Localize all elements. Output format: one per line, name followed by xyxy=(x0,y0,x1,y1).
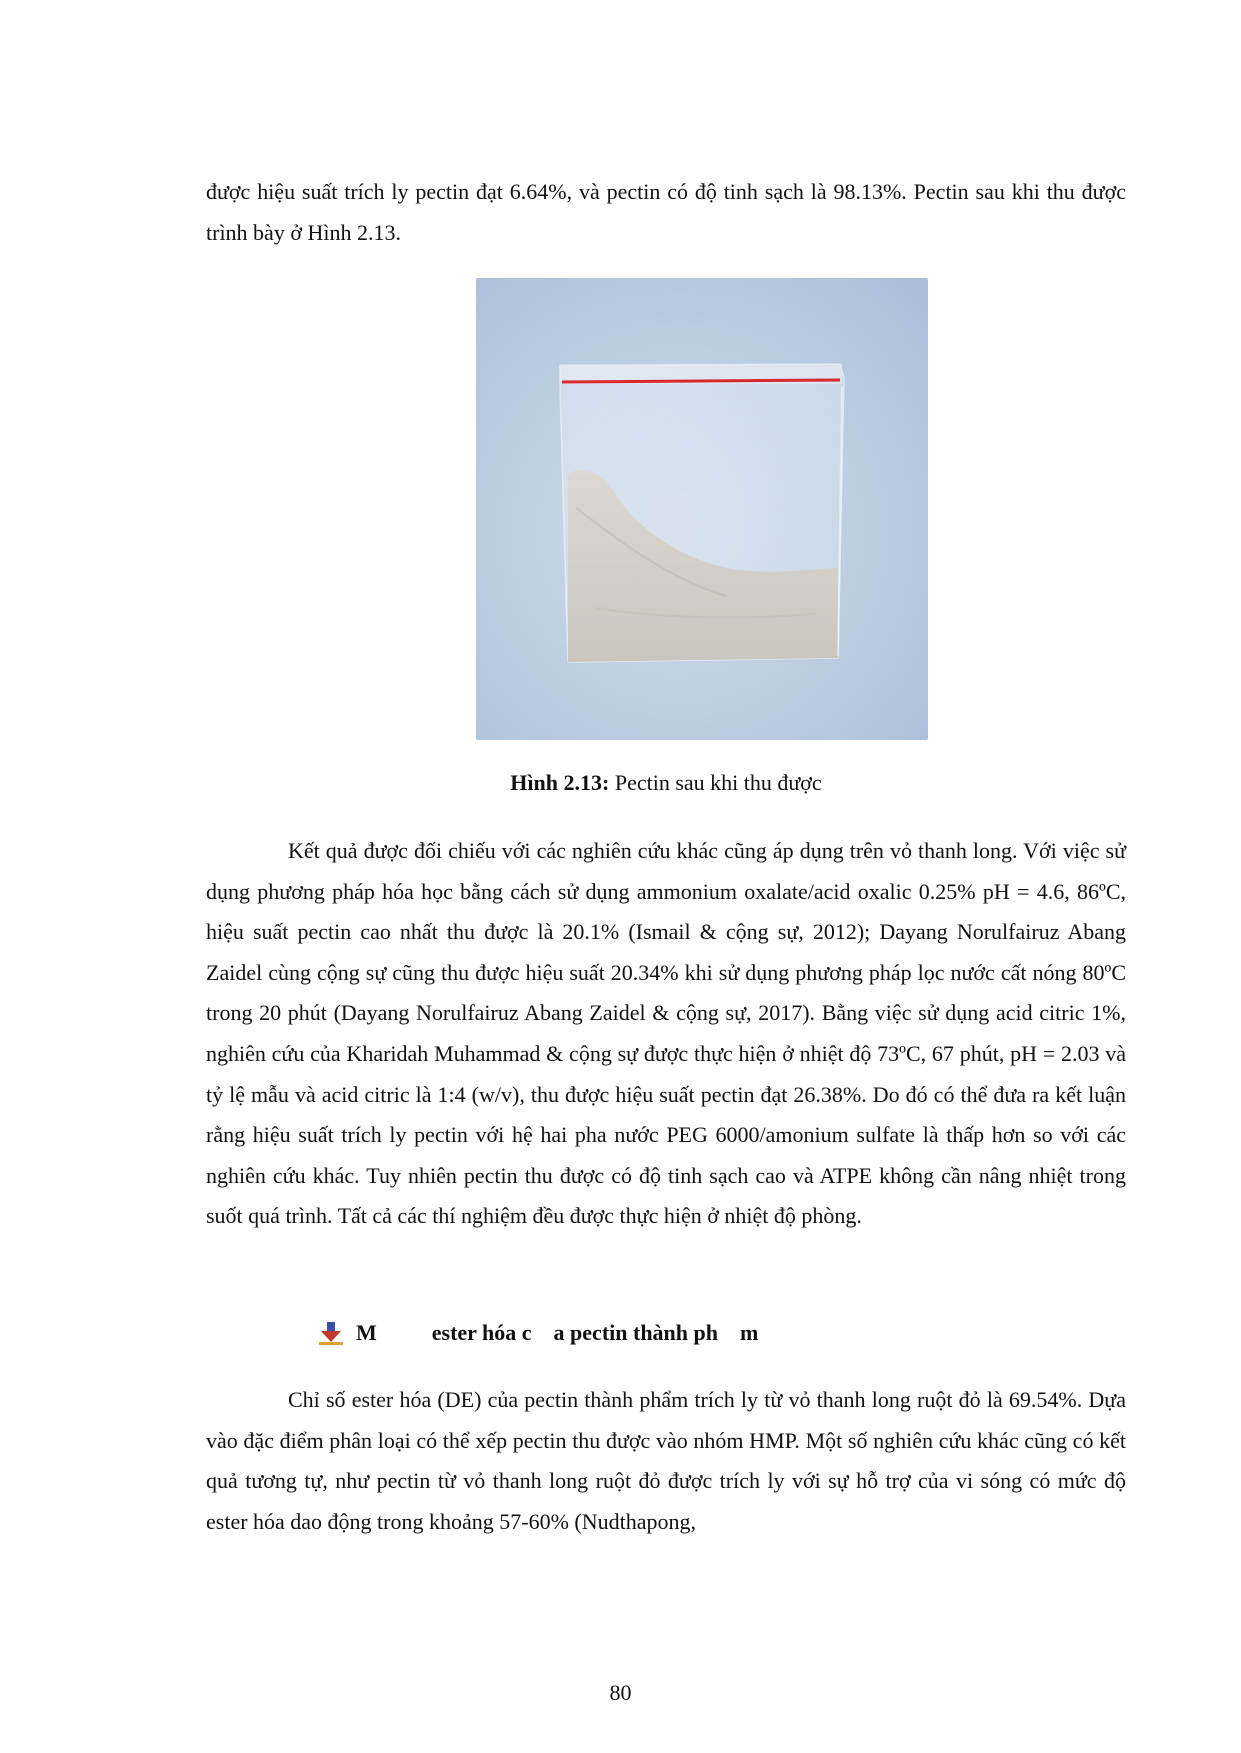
figure-caption-label: Hình 2.13: xyxy=(510,770,610,795)
paragraph-comparison: Kết quả được đối chiếu với các nghiên cứu khác cũng áp dụng trên vỏ thanh long. Với việc sử dụng phương pháp hóa học bằng cách sử dụng ammonium oxalate/acid oxalic 0.25% pH = 4.6, 86ºC, hiệu suất pectin cao nhất thu được là 20.1% (Ismail & cộng sự, 2012); Dayang Norulfairuz Abang Zaidel cùng cộng sự cũng thu được hiệu suất 20.34% khi sử dụng phương pháp lọc nước cất nóng 80ºC trong 20 phút (Dayang Norulfairuz Abang Zaidel & cộng sự, 2017). Bằng việc sử dụng acid citric 1%, nghiên cứu của Kharidah Muhammad & cộng sự được thực hiện ở nhiệt độ 73ºC, 67 phút, pH = 2.03 và tỷ lệ mẫu và acid citric là 1:4 (w/v), thu được hiệu suất pectin đạt 26.38%. Do đó có thể đưa ra kết luận rằng hiệu suất trích ly pectin với hệ hai pha nước PEG 6000/amonium sulfate là thấp hơn so với các nghiên cứu khác. Tuy nhiên pectin thu được có độ tinh sạch cao và ATPE không cần nâng nhiệt trong suốt quá trình. Tất cả các thí nghiệm đều được thực hiện ở nhiệt độ phòng. xyxy=(206,838,1126,1229)
zip-line xyxy=(562,380,840,382)
figure-caption xyxy=(206,768,1126,798)
pectin-photo xyxy=(476,278,928,740)
pectin-bag-illustration xyxy=(476,278,928,740)
section-heading-text: M ester hóa c a pectin thành ph m xyxy=(356,1320,759,1345)
page-number: 80 xyxy=(609,1680,632,1705)
arrow-down-bullet-icon xyxy=(318,1320,344,1346)
paragraph-intro: được hiệu suất trích ly pectin đạt 6.64%, và pectin có độ tinh sạch là 98.13%. Pectin sau khi thu được trình bày ở Hình 2.13. xyxy=(206,179,1126,245)
section-heading xyxy=(318,1318,758,1348)
paragraph-ester: Chỉ số ester hóa (DE) của pectin thành phẩm trích ly từ vỏ thanh long ruột đỏ là 69.54%. Dựa vào đặc điểm phân loại có thể xếp pectin thu được vào nhóm HMP. Một số nghiên cứu khác cũng có kết quả tương tự, như pectin từ vỏ thanh long ruột đỏ được trích ly với sự hỗ trợ của vi sóng có mức độ ester hóa dao động trong khoảng 57-60% (Nudthapong, xyxy=(206,1387,1126,1534)
figure-caption-text: Pectin sau khi thu được xyxy=(609,770,822,795)
